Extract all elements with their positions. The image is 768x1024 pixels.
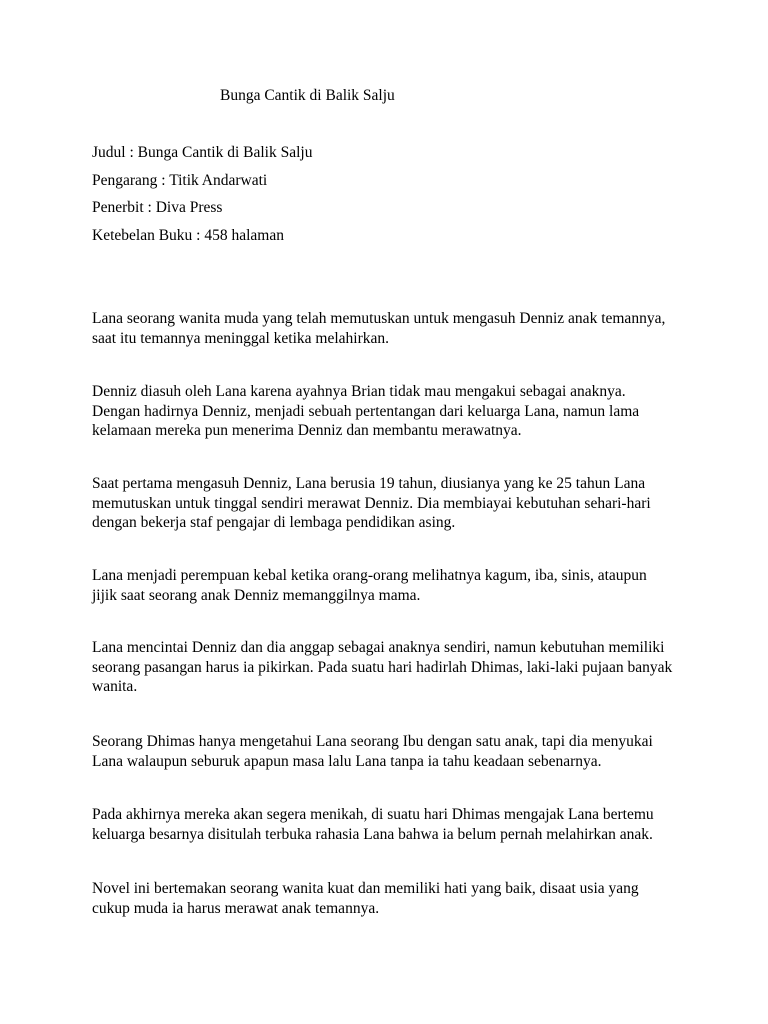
paragraph-line: Lana seorang wanita muda yang telah memutuskan untuk mengasuh Denniz anak temannya, (92, 310, 666, 327)
paragraph-line: memutuskan untuk tinggal sendiri merawat Denniz. Dia membiayai kebutuhan sehari-hari (92, 494, 651, 512)
paragraph-line: jijik saat seorang anak Denniz memanggilnya mama. (92, 586, 421, 604)
meta-ketebalan: Ketebelan Buku : 458 halaman (92, 227, 284, 244)
paragraph-8 (92, 879, 692, 918)
paragraph-line: keluarga besarnya disitulah terbuka rahasia Lana bahwa ia belum pernah melahirkan anak. (92, 825, 653, 843)
paragraph-line: Novel ini bertemakan seorang wanita kuat dan memiliki hati yang baik, disaat usia yang (92, 880, 639, 897)
meta-pengarang: Pengarang : Titik Andarwati (92, 172, 268, 189)
meta-judul: Judul : Bunga Cantik di Balik Salju (92, 144, 313, 161)
paragraph-line: saat itu temannya meninggal ketika melahirkan. (92, 329, 389, 347)
paragraph-line: Seorang Dhimas hanya mengetahui Lana seorang Ibu dengan satu anak, tapi dia menyukai (92, 733, 653, 750)
paragraph-line: Denniz diasuh oleh Lana karena ayahnya Brian tidak mau mengakui sebagai anaknya. (92, 383, 626, 400)
paragraph-line: Saat pertama mengasuh Denniz, Lana berusia 19 tahun, diusianya yang ke 25 tahun Lana (92, 475, 646, 492)
document-title: Bunga Cantik di Balik Salju (220, 87, 395, 104)
paragraph-line: seorang pasangan harus ia pikirkan. Pada suatu hari hadirlah Dhimas, laki-laki pujaan banyak (92, 658, 673, 676)
paragraph-line: wanita. (92, 678, 138, 695)
paragraph-line: cukup muda ia harus merawat anak temannya. (92, 899, 380, 917)
meta-penerbit: Penerbit : Diva Press (92, 199, 223, 216)
paragraph-4 (92, 566, 692, 605)
paragraph-line: dengan bekerja staf pengajar di lembaga pendidikan asing. (92, 514, 456, 531)
paragraph-6 (92, 732, 692, 771)
paragraph-2 (92, 382, 692, 441)
paragraph-line: Lana menjadi perempuan kebal ketika orang-orang melihatnya kagum, iba, sinis, ataupun (92, 567, 647, 584)
paragraph-line: kelamaan mereka pun menerima Denniz dan membantu merawatnya. (92, 422, 522, 439)
paragraph-line: Dengan hadirnya Denniz, menjadi sebuah pertentangan dari keluarga Lana, namun lama (92, 402, 640, 420)
paragraph-line: Pada akhirnya mereka akan segera menikah, di suatu hari Dhimas mengajak Lana bertemu (92, 806, 654, 823)
paragraph-7 (92, 805, 692, 844)
paragraph-3 (92, 474, 692, 533)
paragraph-5 (92, 638, 692, 697)
paragraph-line: Lana walaupun seburuk apapun masa lalu Lana tanpa ia tahu keadaan sebenarnya. (92, 752, 602, 770)
paragraph-1 (92, 309, 692, 348)
paragraph-line: Lana mencintai Denniz dan dia anggap sebagai anaknya sendiri, namun kebutuhan memiliki (92, 639, 665, 656)
